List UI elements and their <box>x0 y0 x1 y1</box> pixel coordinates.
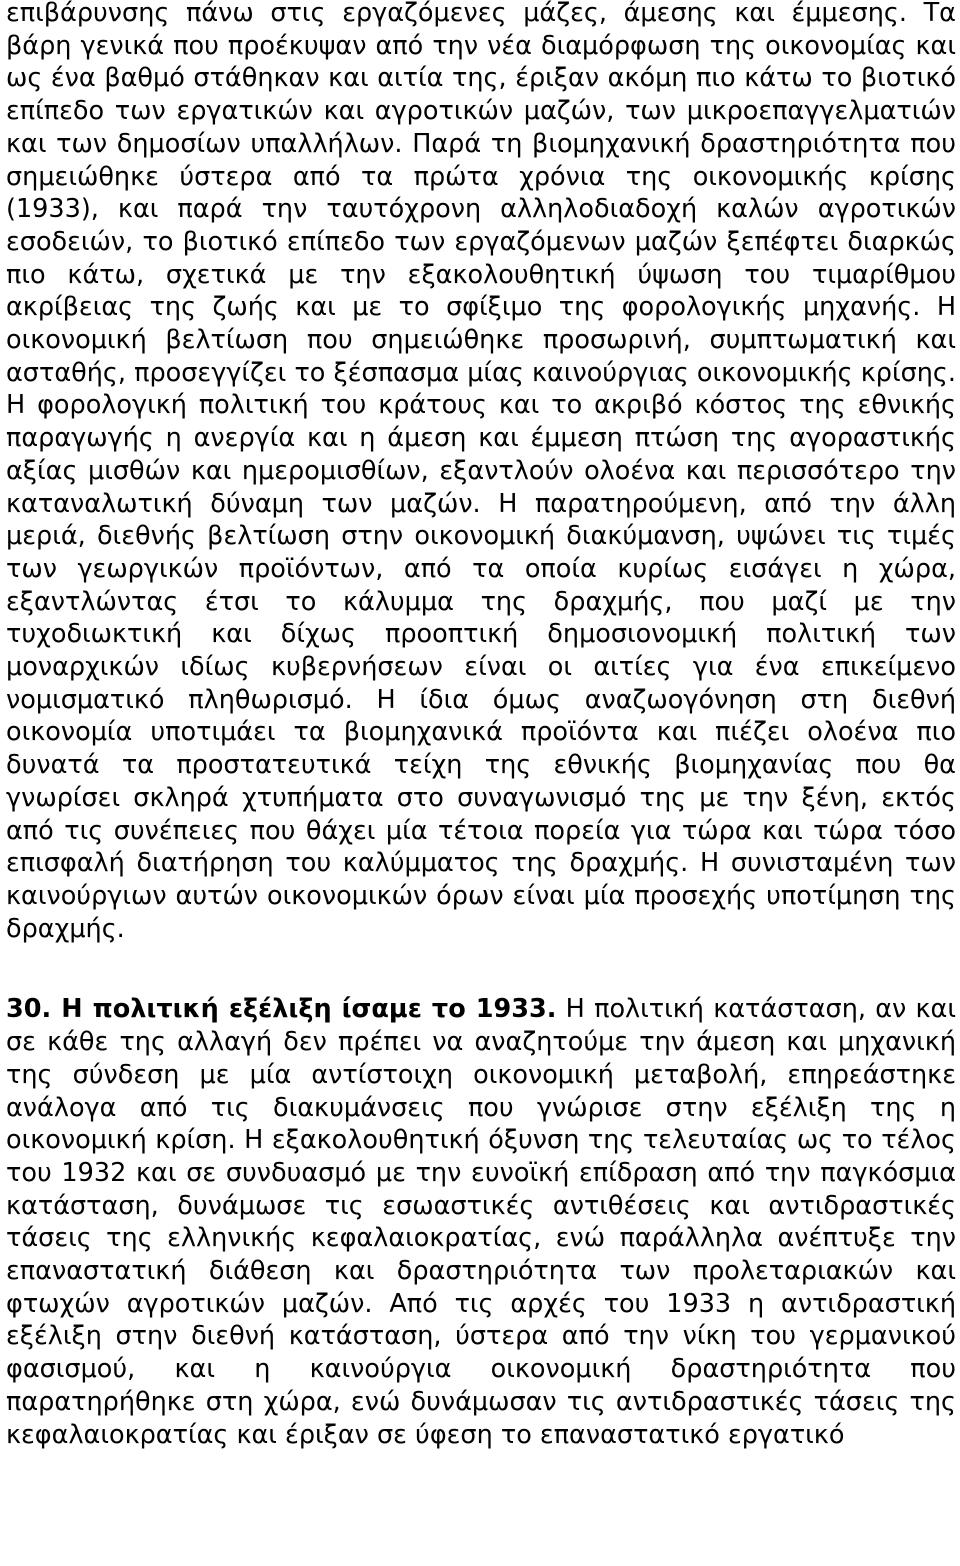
document-page <box>6 0 956 1451</box>
section-heading: 30. Η πολιτική εξέλιξη ίσαμε το 1933. <box>6 994 557 1025</box>
paragraph-text: Η πολιτική κατάσταση, αν και σε κάθε της αλλαγή δεν πρέπει να αναζητούμε την άμεση και μηχανική της σύνδεση με μία αντίστοιχη οικονομική μεταβολή, επηρεάστηκε ανάλογα από τις διακυμάνσεις που γνώρισε στην εξέλιξη της η οικονομική κρίση. Η εξακολουθητική όξυνση της τελευταίας ως το τέλος του 1932 και σε συνδυασμό με την ευνοϊκή επίδραση από την παγκόσμια κατάσταση, δυνάμωσε τις εσωαστικές αντιθέσεις και αντιδραστικές τάσεις της ελληνικής κεφαλαιοκρατίας, ενώ παράλληλα ανέπτυξε την επαναστατική διάθεση και δραστηριότητα των προλεταριακών και φτωχών αγροτικών μαζών. Από τις αρχές του 1933 η αντιδραστική εξέλιξη στην διεθνή κατάσταση, ύστερα από την νίκη του γερμανικού φασισμού, και η καινούργια οικονομική δραστηριότητα που παρατηρήθηκε στη χώρα, ενώ δυνάμωσαν τις αντιδραστικές τάσεις της κεφαλαιοκρατίας και έριξαν σε ύφεση το επαναστατικό εργατικό <box>6 994 956 1450</box>
body-paragraph-with-heading <box>6 993 956 1451</box>
body-paragraph: επιβάρυνσης πάνω στις εργαζόμενες μάζες, άμεσης και έμμεσης. Τα βάρη γενικά που προέκυψαν από την νέα διαμόρφωση της οικονομίας και ως ένα βαθμό στάθηκαν και αιτία της, έριξαν ακόμη πιο κάτω το βιοτικό επίπεδο των εργατικών και αγροτικών μαζών, των μικροεπαγγελματιών και των δημοσίων υπαλλήλων. Παρά τη βιομηχανική δραστηριότητα που σημειώθηκε ύστερα από τα πρώτα χρόνια της οικονομικής κρίσης (1933), και παρά την ταυτόχρονη αλληλοδιαδοχή καλών αγροτικών εσοδειών, το βιοτικό επίπεδο των εργαζόμενων μαζών ξεπέφτει διαρκώς πιο κάτω, σχετικά με την εξακολουθητική ύψωση του τιμαρίθμου ακρίβειας της ζωής και με το σφίξιμο της φορολογικής μηχανής. Η οικονομική βελτίωση που σημειώθηκε προσωρινή, συμπτωματική και ασταθής, προσεγγίζει το ξέσπασμα μίας καινούργιας οικονομικής κρίσης. Η φορολογική πολιτική του κράτους και το ακριβό κόστος της εθνικής παραγωγής η ανεργία και η άμεση και έμμεση πτώση της αγοραστικής αξίας μισθών και ημερομισθίων, εξαντλούν ολοένα και περισσότερο την καταναλωτική δύναμη των μαζών. Η παρατηρούμενη, από την άλλη μεριά, διεθνής βελτίωση στην οικονομική διακύμανση, υψώνει τις τιμές των γεωργικών προϊόντων, από τα οποία κυρίως εισάγει η χώρα, εξαντλώντας έτσι το κάλυμμα της δραχμής, που μαζί με την τυχοδιωκτική και δίχως προοπτική δημοσιονομική πολιτική των μοναρχικών ιδίως κυβερνήσεων είναι οι αιτίες για ένα επικείμενο νομισματικό πληθωρισμό. Η ίδια όμως αναζωογόνηση στη διεθνή οικονομία υποτιμάει τα βιομηχανικά προϊόντα και πιέζει ολοένα πιο δυνατά τα προστατευτικά τείχη της εθνικής βιομηχανίας που θα γνωρίσει σκληρά χτυπήματα στο συναγωνισμό της με την ξένη, εκτός από τις συνέπειες που θάχει μία τέτοια πορεία για τώρα και τώρα τόσο επισφαλή διατήρηση του καλύμματος της δραχμής. Η συνισταμένη των καινούργιων αυτών οικονομικών όρων είναι μία προσεχής υποτίμηση της δραχμής. <box>6 0 956 944</box>
